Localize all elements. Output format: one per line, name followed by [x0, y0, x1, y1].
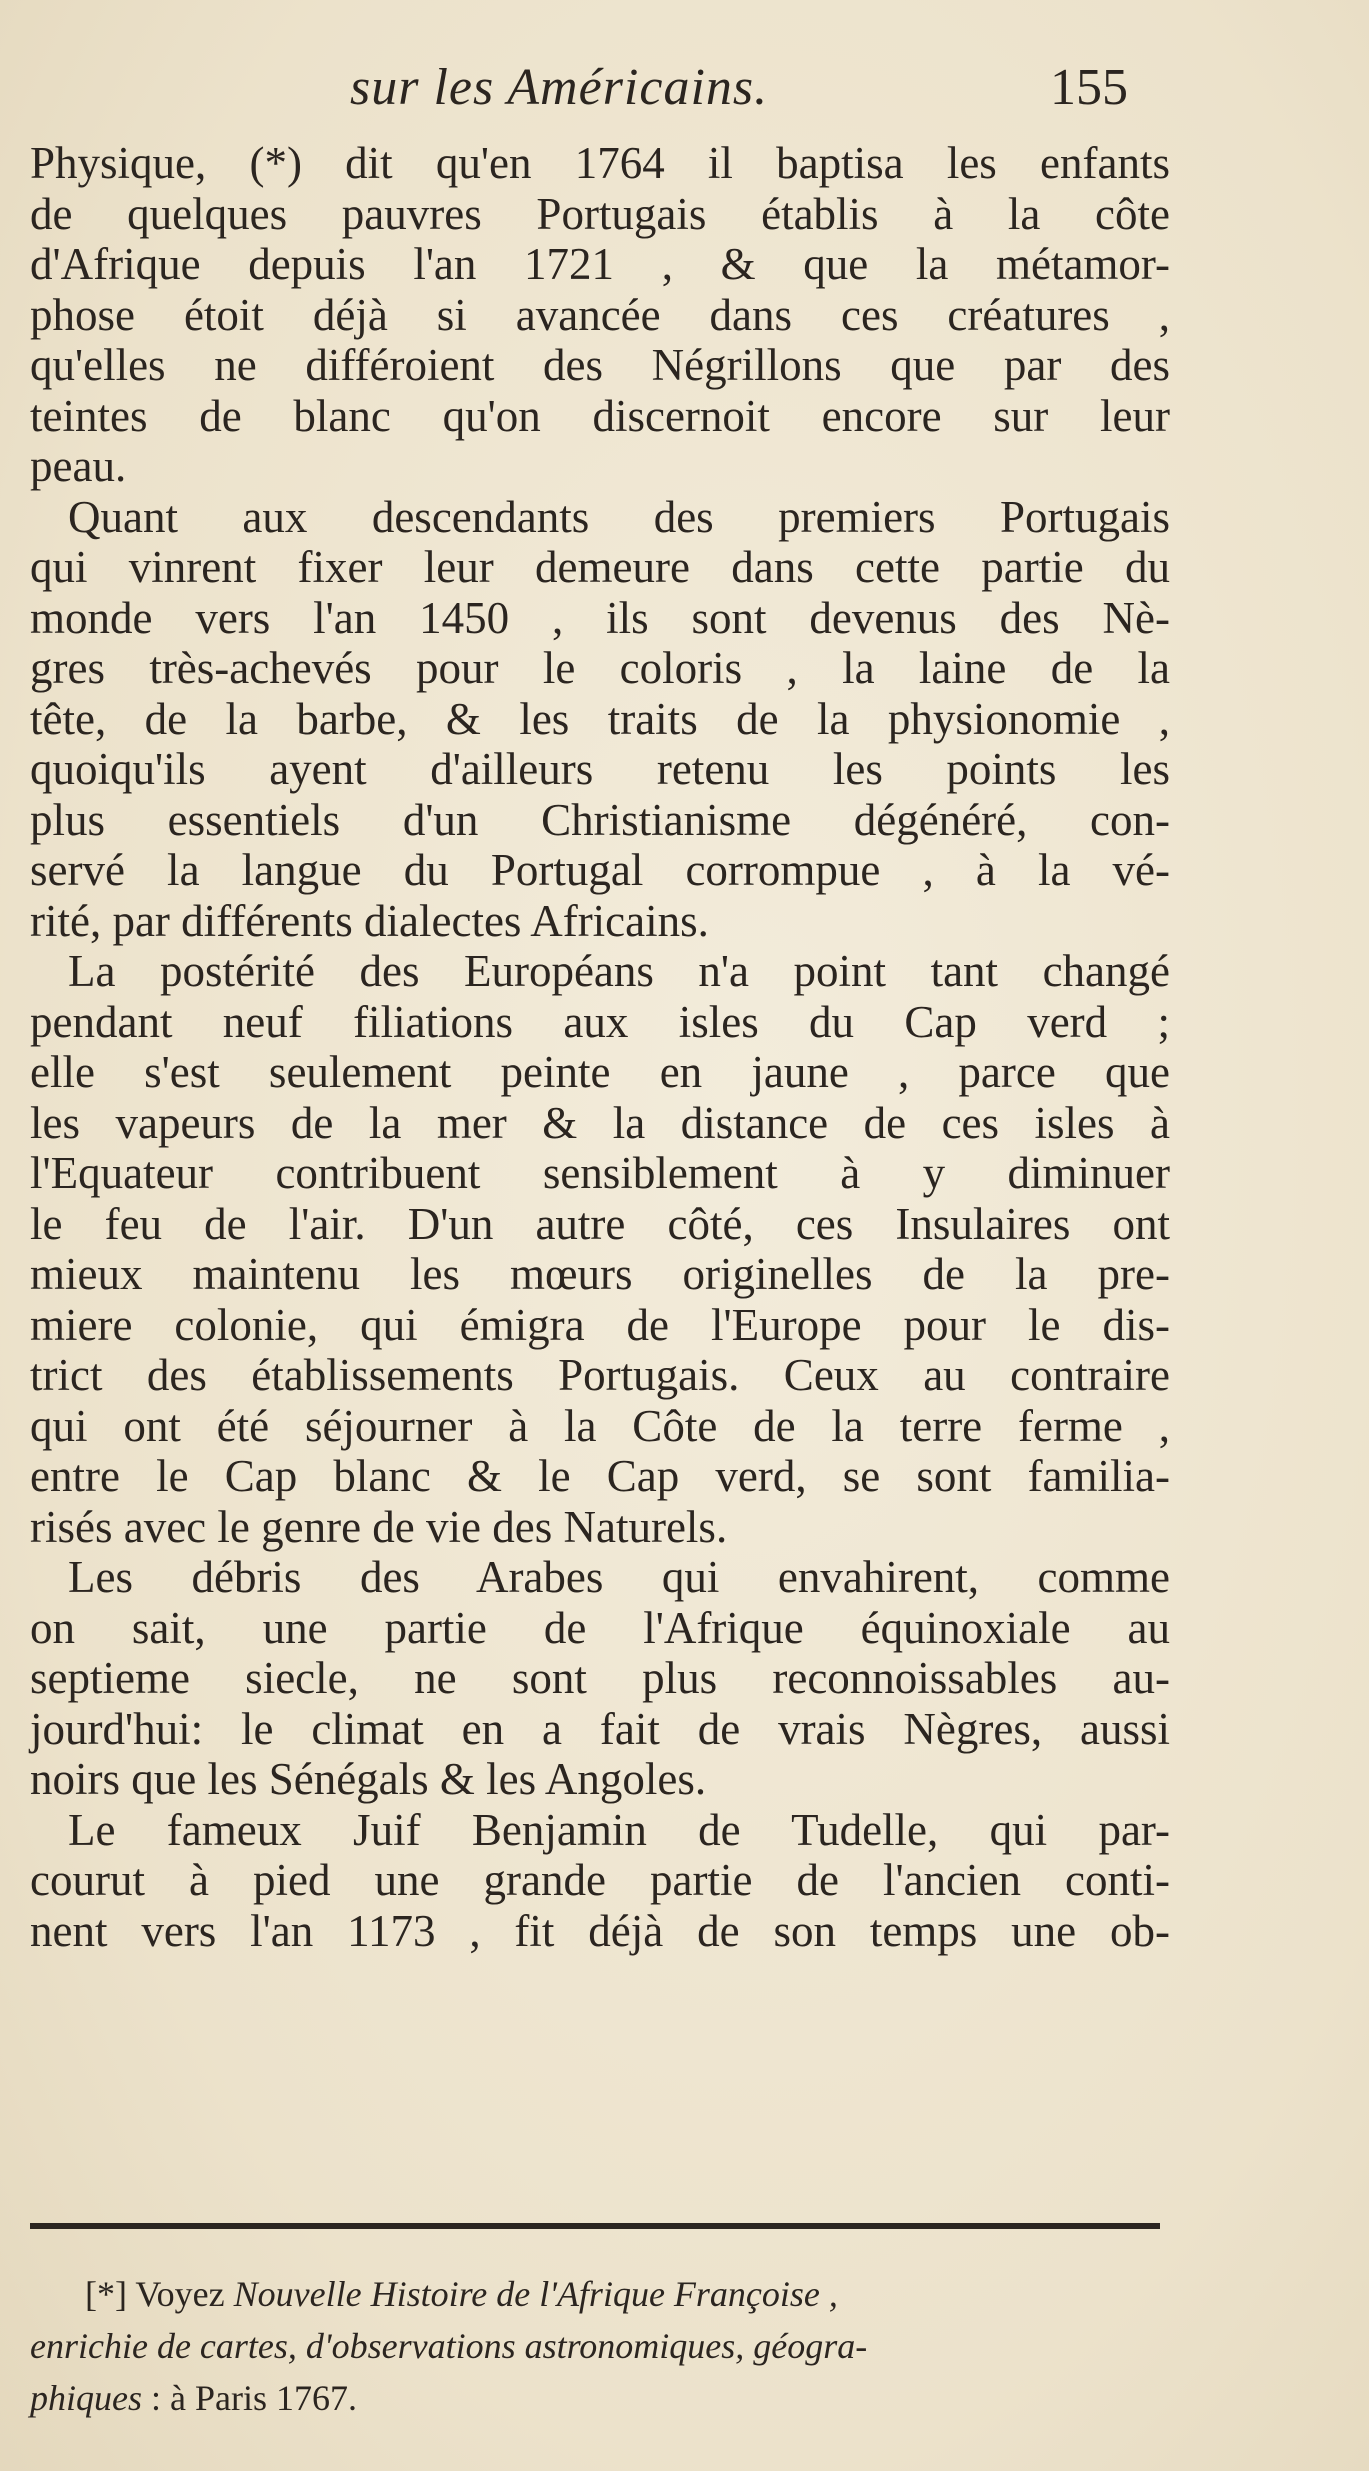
text-line: Le fameux Juif Benjamin de Tudelle, qui par- [68, 1804, 1170, 1855]
text-line: nent vers l'an 1173 , fit déjà de son temps une ob- [30, 1905, 1170, 1956]
text-line: rité, par différents dialectes Africains. [30, 895, 709, 946]
text-line: l'Equateur contribuent sensiblement à y diminuer [30, 1148, 1170, 1198]
text-line: les vapeurs de la mer & la distance de ces isles à [30, 1097, 1170, 1148]
text-line: risés avec le genre de vie des Naturels. [30, 1501, 728, 1552]
footnote-marker: [*] Voyez [85, 2274, 234, 2314]
text-line: plus essentiels d'un Christianisme dégénéré, con- [30, 794, 1170, 845]
text-line: La postérité des Européans n'a point tant changé [68, 946, 1170, 996]
text-line: elle s'est seulement peinte en jaune , parce que [30, 1047, 1170, 1097]
text-line: Quant aux descendants des premiers Portugais [68, 491, 1170, 542]
text-line: septieme siecle, ne sont plus reconnoissables au- [30, 1653, 1170, 1703]
text-line: monde vers l'an 1450 , ils sont devenus des Nè- [30, 592, 1170, 643]
footnote-title: Nouvelle Histoire de l'Afrique Françoise , [233, 2274, 838, 2314]
text-line: phose étoit déjà si avancée dans ces créatures , [30, 289, 1170, 340]
text-line: miere colonie, qui émigra de l'Europe pour le dis- [30, 1299, 1170, 1350]
text-line: pendant neuf filiations aux isles du Cap verd ; [30, 996, 1170, 1047]
text-line: servé la langue du Portugal corrompue , à la vé- [30, 845, 1170, 895]
text-line: quoiqu'ils ayent d'ailleurs retenu les points les [30, 744, 1170, 794]
text-line: mieux maintenu les mœurs originelles de la pre- [30, 1249, 1170, 1299]
page-header [0, 58, 1369, 138]
text-line: le feu de l'air. D'un autre côté, ces Insulaires ont [30, 1198, 1170, 1249]
main-text [30, 138, 1170, 1956]
running-head: sur les Américains. [350, 59, 769, 116]
text-line: trict des établissements Portugais. Ceux au contraire [30, 1350, 1170, 1400]
page-number: 155 [1050, 59, 1128, 116]
text-line: teintes de blanc qu'on discernoit encore sur leur [30, 390, 1170, 441]
footnote-line [30, 2320, 1170, 2372]
text-line: noirs que les Sénégals & les Angoles. [30, 1754, 707, 1804]
text-line: courut à pied une grande partie de l'ancien conti- [30, 1855, 1170, 1905]
text-line: d'Afrique depuis l'an 1721 , & que la métamor- [30, 239, 1170, 289]
text-line: entre le Cap blanc & le Cap verd, se sont familia- [30, 1451, 1170, 1501]
text-line: qui vinrent fixer leur demeure dans cette partie du [30, 542, 1170, 592]
text-line: Physique, (*) dit qu'en 1764 il baptisa les enfants [30, 138, 1170, 188]
footnote [30, 2268, 1170, 2424]
text-line: tête, de la barbe, & les traits de la physionomie , [30, 693, 1170, 744]
text-line: jourd'hui: le climat en a fait de vrais Nègres, aussi [30, 1703, 1170, 1754]
text-line: qui ont été séjourner à la Côte de la terre ferme , [30, 1400, 1170, 1451]
footnote-rule [30, 2223, 1160, 2229]
footnote-title: phiques [30, 2378, 142, 2418]
text-line: on sait, une partie de l'Afrique équinoxiale au [30, 1602, 1170, 1653]
footnote-tail: : à Paris 1767. [142, 2378, 357, 2418]
text-line: Les débris des Arabes qui envahirent, comme [68, 1552, 1170, 1602]
footnote-title: enrichie de cartes, d'observations astronomiques, géogra- [30, 2326, 868, 2366]
footnote-line [30, 2268, 1170, 2320]
text-line: de quelques pauvres Portugais établis à la côte [30, 188, 1170, 239]
text-line: qu'elles ne différoient des Négrillons que par des [30, 340, 1170, 390]
footnote-line [30, 2372, 1170, 2424]
text-line: gres très-achevés pour le coloris , la laine de la [30, 643, 1170, 693]
text-line: peau. [30, 441, 127, 491]
